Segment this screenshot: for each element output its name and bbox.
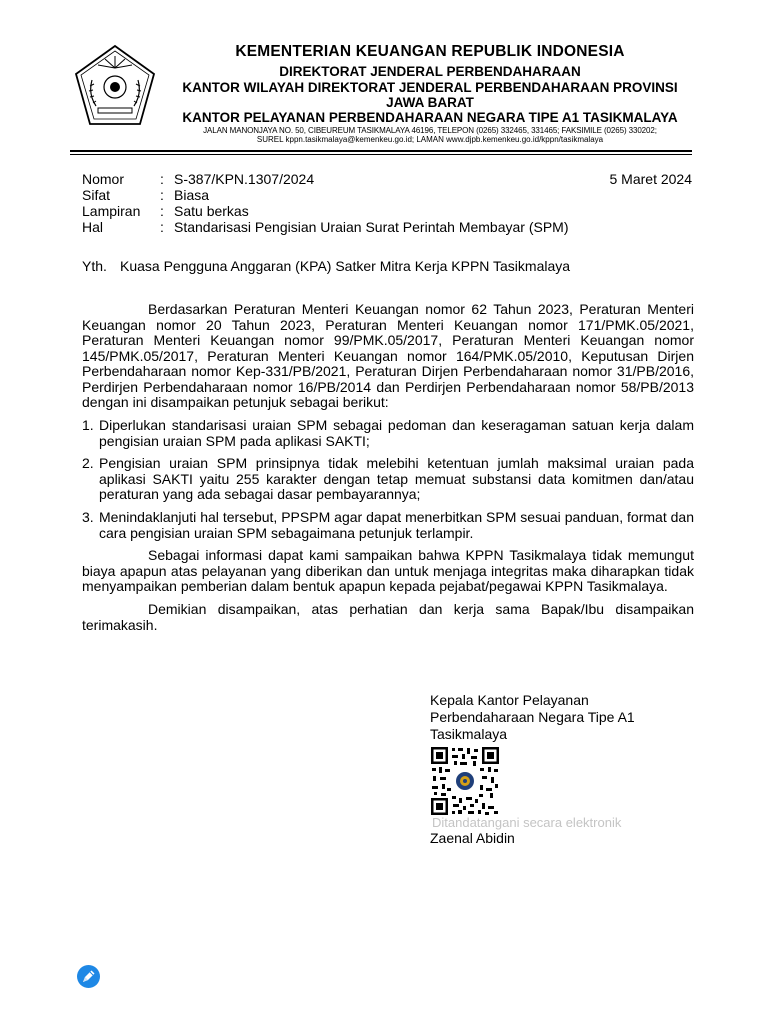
meta-value: Biasa	[174, 187, 210, 203]
list-item-number: 1.	[82, 417, 94, 433]
meta-row-sifat	[82, 187, 209, 204]
signature-qr-code	[430, 746, 500, 816]
meta-row-lampiran	[82, 203, 249, 220]
list-item-number: 2.	[82, 455, 94, 471]
qr-code-icon	[430, 746, 500, 816]
meta-label: Nomor	[82, 171, 125, 187]
footer-badge[interactable]	[77, 965, 100, 988]
meta-row-nomor	[82, 171, 314, 188]
list-item-text: Menindaklanjuti hal tersebut, PPSPM agar dapat menerbitkan SPM sesuai panduan, format dan cara pengisian uraian SPM sebagaimana petunjuk terlampir.	[99, 509, 694, 541]
list-item	[82, 510, 694, 541]
e-signature-note: Ditandatangani secara elektronik	[432, 815, 622, 830]
meta-value: Standarisasi Pengisian Uraian Surat Perintah Membayar (SPM)	[174, 219, 569, 235]
signer-title-line3: Tasikmalaya	[430, 726, 508, 742]
ministry-name: KEMENTERIAN KEUANGAN REPUBLIK INDONESIA	[235, 43, 625, 60]
office-address: JALAN MANONJAYA NO. 50, CIBEUREUM TASIKMALAYA 46196, TELEPON (0265) 332465, 331465; FAKSIMILE (0265) 330202;	[203, 126, 657, 135]
recipient	[82, 258, 570, 275]
meta-value: S-387/KPN.1307/2024	[174, 171, 315, 187]
meta-label: Lampiran	[82, 203, 141, 219]
pen-icon	[77, 965, 100, 988]
signer-title-line2: Perbendaharaan Negara Tipe A1	[430, 709, 635, 725]
signer-title-line1: Kepala Kantor Pelayanan	[430, 692, 589, 708]
info-paragraph: Sebagai informasi dapat kami sampaikan bahwa KPPN Tasikmalaya tidak memungut biaya apapun atas pelayanan yang diberikan dan untuk menjaga integritas maka diharapkan tidak menyampaikan pemberian dalam bentuk apapun kepada pejabat/pegawai KPPN Tasikmalaya.	[82, 547, 694, 594]
office-contact: SUREL kppn.tasikmalaya@kemenkeu.go.id; LAMAN www.djpb.kemenkeu.go.id/kppn/tasikmalaya	[256, 135, 604, 144]
meta-value: Satu berkas	[174, 203, 249, 219]
meta-row-hal	[82, 219, 569, 236]
recipient-name: Kuasa Pengguna Anggaran (KPA) Satker Mitra Kerja KPPN Tasikmalaya	[120, 258, 571, 274]
meta-label: Hal	[82, 219, 104, 235]
list-item	[82, 456, 694, 503]
signature-block	[430, 692, 635, 743]
office-name: KANTOR PELAYANAN PERBENDAHARAAN NEGARA TIPE A1 TASIKMALAYA	[182, 110, 678, 125]
meta-colon: :	[160, 203, 164, 219]
signer-name: Zaenal Abidin	[430, 830, 515, 846]
meta-label: Sifat	[82, 187, 111, 203]
list-item-text: Diperlukan standarisasi uraian SPM sebagai pedoman dan keseragaman satuan kerja dalam pengisian uraian SPM pada aplikasi SAKTI;	[99, 417, 694, 449]
ministry-logo	[74, 44, 156, 130]
header-divider-thick	[70, 150, 692, 152]
list-item	[82, 418, 694, 449]
intro-paragraph: Berdasarkan Peraturan Menteri Keuangan nomor 62 Tahun 2023, Peraturan Menteri Keuangan nomor 20 Tahun 2023, Peraturan Menteri Keuangan nomor 171/PMK.05/2021, Peraturan Menteri Keuangan nomor 99/PMK.05/2017, Peraturan Menteri Keuangan nomor 145/PMK.05/2017, Peraturan Menteri Keuangan nomor 164/PMK.05/2010, Keputusan Dirjen Perbendaharaan nomor Kep-331/PB/2021, Peraturan Dirjen Perbendaharaan nomor 31/PB/2016, Perdirjen Perbendaharaan nomor 16/PB/2014 dan Perdirjen Perbendaharaan nomor 58/PB/2013 dengan ini disampaikan petunjuk sebagai berikut:	[82, 301, 694, 410]
meta-colon: :	[160, 171, 164, 187]
list-item-number: 3.	[82, 509, 94, 525]
meta-colon: :	[160, 187, 164, 203]
list-item-text: Pengisian uraian SPM prinsipnya tidak melebihi ketentuan jumlah maksimal uraian pada aplikasi SAKTI yaitu 255 karakter dengan tetap memuat substansi data komitmen dan/atau peraturan yang ada sebagai dasar pembayarannya;	[99, 455, 694, 502]
closing-paragraph: Demikian disampaikan, atas perhatian dan kerja sama Bapak/Ibu disampaikan terimakasih.	[82, 601, 694, 633]
header-divider-thin	[70, 154, 692, 155]
regional-office-name: KANTOR WILAYAH DIREKTORAT JENDERAL PERBENDAHARAAN PROVINSI	[182, 80, 678, 95]
province-name: JAWA BARAT	[386, 95, 474, 110]
ministry-emblem-icon	[74, 44, 156, 130]
meta-colon: :	[160, 219, 164, 235]
directorate-name: DIREKTORAT JENDERAL PERBENDAHARAAN	[279, 64, 581, 79]
letter-date: 5 Maret 2024	[609, 171, 692, 187]
recipient-prefix: Yth.	[82, 258, 107, 274]
